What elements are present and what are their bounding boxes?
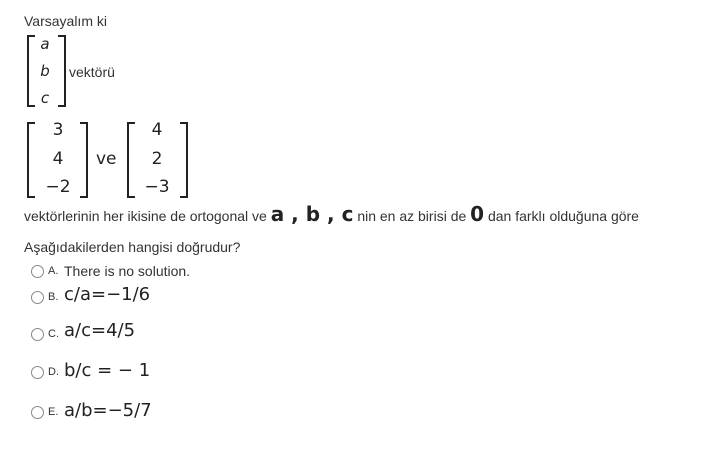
vector1-y: 4 [52,149,64,169]
vector-abc-a: a [40,35,50,53]
option-c-letter: C. [48,328,59,340]
option-b-letter: B. [48,291,59,303]
sentence-part1: vektörlerinin her ikisine de ortogonal ve [24,208,267,224]
right-bracket [80,122,88,198]
option-a-text: There is no solution. [64,263,191,279]
right-bracket [180,122,188,198]
sentence-vars: a , b , c [270,202,354,226]
left-bracket [27,122,35,198]
sentence-part3: dan farklı olduğuna göre [487,208,639,224]
sentence-part2: nin en az birisi de [357,208,467,224]
vector1-z: −2 [45,177,71,197]
option-e-radio[interactable] [31,406,44,419]
option-b-text: c/a=−1/6 [64,284,151,305]
left-bracket [127,122,135,198]
option-e-letter: E. [48,406,59,418]
vector2-y: 2 [151,149,163,169]
vector2-z: −3 [144,177,170,197]
vector-abc-b: b [40,62,50,80]
question-text: Aşağıdakilerden hangisi doğrudur? [24,239,241,255]
vector-abc-c: c [40,89,50,107]
vector1-x: 3 [52,120,64,140]
option-d-letter: D. [48,366,59,378]
option-a-letter: A. [48,265,59,277]
condition-sentence [24,203,639,227]
option-c-text: a/c=4/5 [64,320,136,341]
intro-text: Varsayalım ki [24,13,107,29]
sentence-zero: 0 [470,202,485,226]
option-d-radio[interactable] [31,366,44,379]
option-b-radio[interactable] [31,291,44,304]
vector-label: vektörü [69,64,115,80]
option-c-radio[interactable] [31,328,44,341]
right-bracket [58,35,66,107]
option-a-radio[interactable] [31,265,44,278]
vector2-x: 4 [151,120,163,140]
option-d-text: b/c = − 1 [64,360,151,381]
and-text: ve [96,149,117,169]
option-e-text: a/b=−5/7 [64,400,152,421]
